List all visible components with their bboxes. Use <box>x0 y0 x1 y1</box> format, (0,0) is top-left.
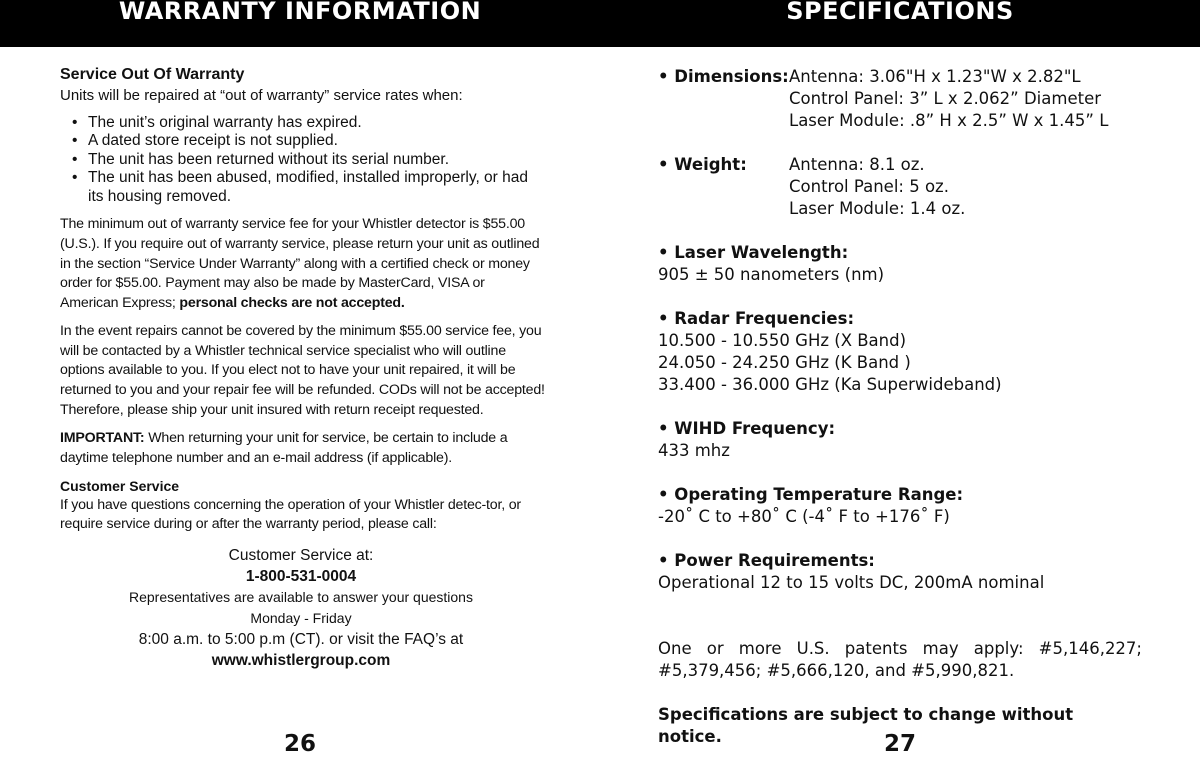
spec-value: 905 ± 50 nanometers (nm) <box>658 265 885 284</box>
contact-availability: Representatives are available to answer your questions <box>129 589 473 606</box>
warranty-column <box>60 66 545 671</box>
spec-title: • Power Requirements: <box>658 551 875 570</box>
spec-title: • Operating Temperature Range: <box>658 485 964 504</box>
list-item: • A dated store receipt is not supplied. <box>60 132 545 151</box>
section-title: Service Out Of Warranty <box>60 66 245 83</box>
patents-note: One or more U.S. patents may apply: #5,146,227; #5,379,456; #5,666,120, and #5,990,821. <box>658 639 1142 680</box>
spec-laser <box>658 242 1142 286</box>
spec-power <box>658 550 1142 594</box>
spec-label: • Weight: <box>658 155 747 174</box>
list-item: • The unit has been abused, modified, installed improperly, or had its housing removed. <box>60 169 545 206</box>
spec-value: Antenna: 3.06"H x 1.23"W x 2.82"L <box>789 67 1081 86</box>
spec-value: -20˚ C to +80˚ C (-4˚ F to +176˚ F) <box>658 507 950 526</box>
customer-service-text: If you have questions concerning the operation of your Whistler detec-tor, or require service during or after the warranty period, please call: <box>60 496 521 533</box>
spec-temperature <box>658 484 1142 528</box>
repairs-paragraph: In the event repairs cannot be covered by the minimum $55.00 service fee, you will be contacted by a Whistler technical service specialist who will outline options available to you. If you elect not to have your unit repaired, it will be returned to you and your repair fee will be refunded. CODs will not be accepted! Therefore, please ship your unit insured with return receipt requested. <box>60 323 545 418</box>
specifications-heading: SPECIFICATIONS <box>786 0 1014 25</box>
spec-dimensions <box>658 66 1142 132</box>
spec-value: Operational 12 to 15 volts DC, 200mA nominal <box>658 573 1045 592</box>
spec-title: • Laser Wavelength: <box>658 243 849 262</box>
spec-value: Control Panel: 5 oz. <box>789 177 949 196</box>
spec-title: • Radar Frequencies: <box>658 309 855 328</box>
paragraph-text: The minimum out of warranty service fee for your Whistler detector is $55.00 (U.S.). If you require out of warranty service, please return your unit as outlined in the section “Service Under Warranty” along with a certified check or money order for $55.00. Payment may also be made by MasterCard, VISA or American Express; <box>60 216 540 311</box>
important-label: IMPORTANT: <box>60 430 145 447</box>
spec-weight <box>658 154 1142 220</box>
page-number-left: 26 <box>283 731 316 757</box>
warranty-heading: WARRANTY INFORMATION <box>118 0 482 25</box>
specifications-column <box>658 66 1142 748</box>
spec-value: Control Panel: 3” L x 2.062” Diameter <box>789 89 1102 108</box>
contact-days: Monday - Friday <box>250 610 352 627</box>
spec-value: 24.050 - 24.250 GHz (K Band ) <box>658 353 911 372</box>
list-item: • The unit has been returned without its serial number. <box>60 151 545 170</box>
spec-wihd <box>658 418 1142 462</box>
spec-value: 433 mhz <box>658 441 730 460</box>
page-number-right: 27 <box>883 731 916 757</box>
spec-value: 33.400 - 36.000 GHz (Ka Superwideband) <box>658 375 1002 394</box>
spec-value: Antenna: 8.1 oz. <box>789 155 925 174</box>
contact-hours: 8:00 a.m. to 5:00 p.m (CT). or visit the FAQ’s at <box>138 631 464 649</box>
important-paragraph <box>60 429 545 468</box>
spec-value: Laser Module: .8” H x 2.5” W x 1.45” L <box>789 111 1109 130</box>
spec-value: Laser Module: 1.4 oz. <box>789 199 966 218</box>
change-notice: Specifications are subject to change without notice. <box>658 705 1074 746</box>
spec-title: • WIHD Frequency: <box>658 419 836 438</box>
spec-value: 10.500 - 10.550 GHz (X Band) <box>658 331 907 350</box>
phone-number: 1-800-531-0004 <box>245 568 357 586</box>
spec-radar <box>658 308 1142 396</box>
condition-list <box>60 114 545 207</box>
page-header-bar <box>0 0 1200 47</box>
list-item: • The unit’s original warranty has expired. <box>60 114 545 133</box>
service-fee-paragraph <box>60 215 545 313</box>
contact-label: Customer Service at: <box>228 547 374 565</box>
paragraph-emphasis: personal checks are not accepted. <box>179 294 405 311</box>
spec-label: • Dimensions: <box>658 67 789 86</box>
section-intro: Units will be repaired at “out of warranty” service rates when: <box>60 87 463 105</box>
customer-service-title: Customer Service <box>60 478 180 495</box>
important-text: When returning your unit for service, be certain to include a daytime telephone number and an e-mail address (if applicable). <box>60 430 508 466</box>
website-link: www.whistlergroup.com <box>211 652 391 670</box>
